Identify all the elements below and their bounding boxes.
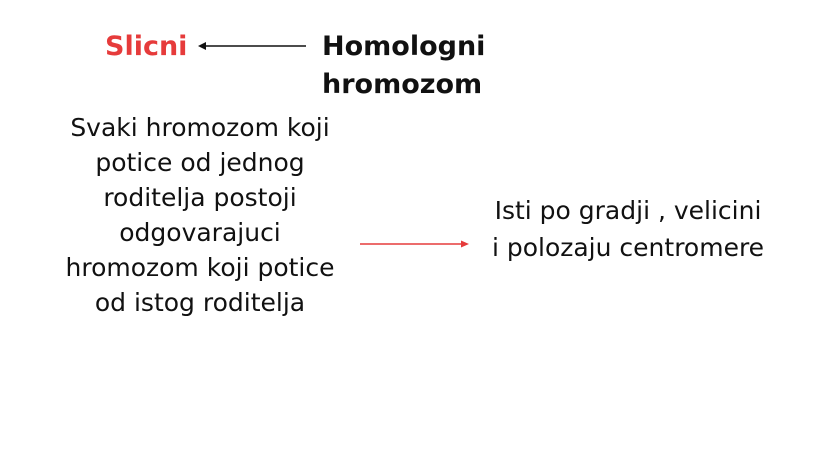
- similar-label: Slicni: [105, 31, 188, 62]
- property-text: Isti po gradji , velicini i polozaju centromere: [491, 196, 765, 262]
- arrow-right-icon: [358, 236, 472, 252]
- definition-text: Svaki hromozom koji potice od jednog roditelja postoji odgovarajuci hromozom koji potice od istog roditelja: [65, 113, 335, 317]
- diagram-title: Homologni hromozom: [322, 31, 486, 100]
- arrow-left-icon: [196, 36, 308, 56]
